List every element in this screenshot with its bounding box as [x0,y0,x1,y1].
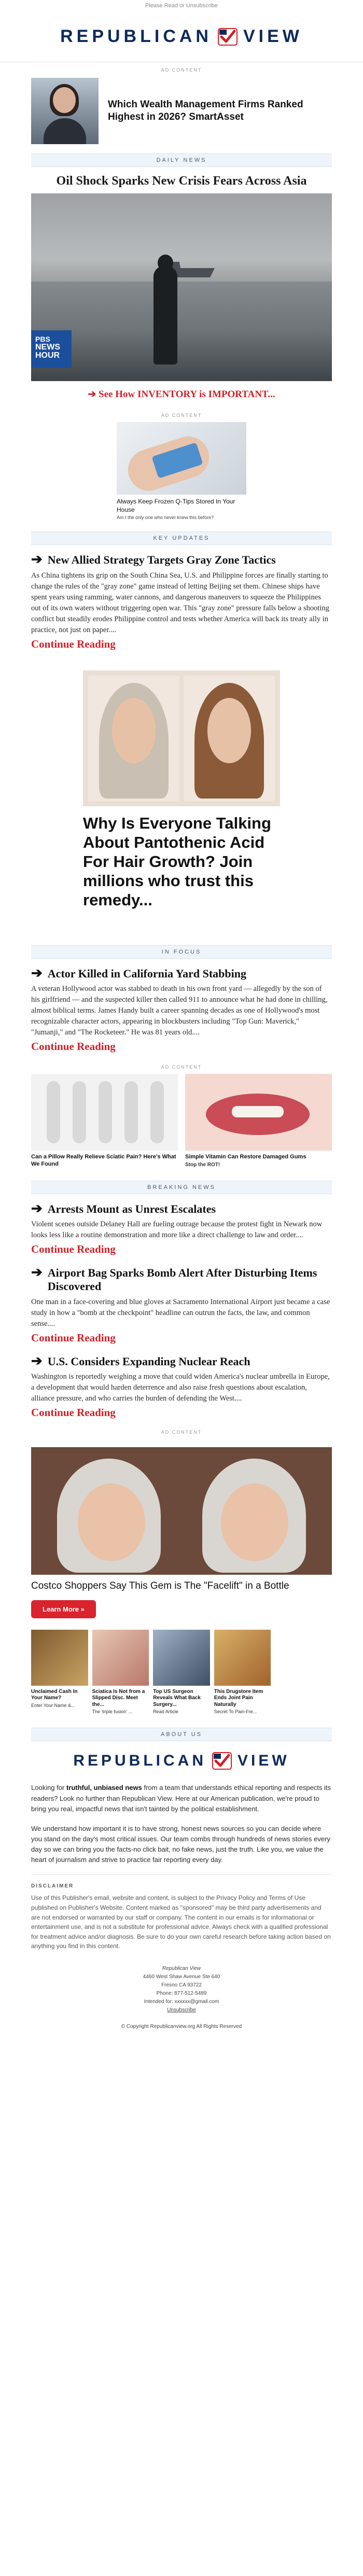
footer [0,1951,363,2014]
qtip-subtitle: Am I the only one who never knew this before? [117,515,214,521]
pbs-newshour-badge [31,330,72,368]
pantothenic-ad[interactable] [0,653,363,910]
story-title[interactable]: U.S. Considers Expanding Nuclear Reach [47,1354,250,1368]
unsubscribe-link[interactable]: Unsubscribe [167,2007,196,2013]
ad-caption[interactable]: Sciatica Is Not from a Slipped Disc. Meet the... [92,1688,145,1707]
story-body: Washington is reportedly weighing a move that could widen America's nuclear umbrella in Europe, a development that would harden deterrence and also raise fresh questions about escalation, alliance pressure, and who carries the burden of defending the West.... [31,1373,330,1403]
blank-photo[interactable] [275,1630,332,1686]
qtip-ad[interactable] [31,408,332,520]
ad-sub: The 'triple fusion' ... [92,1709,133,1715]
continue-reading-link[interactable]: Continue Reading [31,1243,116,1255]
story-title[interactable]: Actor Killed in California Yard Stabbing [47,967,247,980]
gums-photo[interactable] [185,1074,332,1151]
learn-more-button[interactable]: Learn More » [31,1600,96,1618]
footer-address: 4460 West Shaw Avenue Ste 640 [143,1974,220,1980]
story-body: Violent scenes outside Delaney Hall are fueling outrage because the protest fight in Newark now looks less like a routine demonstration and more like a direct challenge to law and order.... [31,1220,323,1239]
pillow-ad[interactable] [31,1074,178,1168]
ad-caption[interactable]: Unclaimed Cash In Your Name? [31,1688,78,1701]
continue-reading-link[interactable]: Continue Reading [31,637,116,650]
footer-name: Republican View [162,1966,201,1971]
lead-headline[interactable]: Oil Shock Sparks New Crisis Fears Across Asia [56,174,307,188]
story-gray-zone [0,545,363,652]
arrow-right-icon: ➔ [31,1264,43,1280]
story-title[interactable]: New Allied Strategy Targets Gray Zone Tactics [47,553,276,567]
story-arrests [0,1194,363,1258]
disclaimer [31,1874,332,1951]
continue-reading-link[interactable]: Continue Reading [31,1331,116,1344]
two-ad-row [31,1074,332,1168]
story-nuclear [0,1347,363,1421]
ad-label: AD CONTENT [161,67,202,73]
story-body: A veteran Hollywood actor was stabbed to death in his own front yard — allegedly by the son of his girlfriend — and the suspected killer then called 911 to announce what he had done in chilling, almost biblical terms. James Handy built a career spanning decades as one of Hollywood's most recognizable character actors, appearing in blockbusters including "Top Gun: Maverick," "Jumanji," and "The Rocketeer." He was 81 years old.... [31,985,328,1037]
section-in-focus: IN FOCUS [31,945,332,959]
arrow-right-icon: ➔ [31,964,43,981]
badge-bottom: NEWS HOUR [35,342,60,360]
story-title[interactable]: Arrests Mount as Unrest Escalates [47,1202,216,1215]
ad-caption[interactable]: Top US Surgeon Reveals What Back Surgery... [153,1688,201,1707]
story-title[interactable]: Airport Bag Sparks Bomb Alert After Disturbing Items Discovered [47,1266,317,1293]
preheader [0,0,363,11]
ad-surgeon[interactable] [153,1630,210,1715]
flag-check-icon [217,26,238,47]
costco-photo[interactable] [31,1447,332,1575]
arrow-right-icon: ➔ [31,1352,43,1368]
sciatica-photo[interactable] [92,1630,149,1686]
flag-check-icon [212,1751,232,1771]
ad-label: AD CONTENT [161,413,202,418]
pillow-caption[interactable]: Can a Pillow Really Relieve Sciatic Pain? Here's What We Found [31,1154,176,1167]
costco-headline[interactable]: Costco Shoppers Say This Gem is The "Facelift" in a Bottle [31,1580,289,1592]
logo-word-left: REPUBLICAN [60,26,212,46]
qtip-photo[interactable] [117,422,246,495]
pillow-photo[interactable] [31,1074,178,1151]
inventory-link[interactable]: ➔ See How INVENTORY is IMPORTANT... [88,389,275,400]
about-paragraph-2: We understand how important it is to have strong, honest news sources so you can decide where you stand on the day's most critical issues. Our team combs through hundreds of news stories every day so we can bring you the facts-no click bait, no fake news, just the truth. Like you, we value the heart of journalism and strive to practice fair reporting every day. [31,1824,330,1864]
section-key-updates: KEY UPDATES [31,531,332,545]
sponsor-headline[interactable]: Which Wealth Management Firms Ranked Highest in 2026? SmartAsset [108,99,303,122]
brand-logo[interactable] [73,1751,289,1771]
ad-joint-pain[interactable] [214,1630,271,1715]
story-body: One man in a face-covering and blue gloves at Sacramento International Airport just became a case study in how a "bomb at the checkpoint" headline can outrun the facts, the law, and common sense.... [31,1297,330,1328]
badge-top: PBS [35,335,50,343]
pantothenic-headline[interactable]: Why Is Everyone Talking About Pantothenic Acid For Hair Growth? Join millions who trust this remedy... [83,814,271,909]
inventory-link-row [0,381,363,408]
surgeon-photo[interactable] [153,1630,210,1686]
ad-blank[interactable] [275,1630,332,1715]
about-paragraph-1: Looking for truthful, unbiased news from a team that understands ethical reporting and respects its readers? Look no further than Republican View. Here at our American publication, we're proud to bring you real, impactful news that isn't tainted by the political establishment. [31,1784,331,1813]
gums-ad[interactable] [185,1074,332,1168]
ad-label: AD CONTENT [161,1430,202,1435]
section-breaking-news: BREAKING NEWS [31,1181,332,1194]
ad-unclaimed-cash[interactable] [31,1630,88,1715]
story-body: As China tightens its grip on the South China Sea, U.S. and Philippine forces are finally starting to change the rules of the "gray zone" game instead of letting Beijing set them. Chinese ships have spent years using ramming, water cannons, and dangerous maneuvers to squeeze the Philippines out of its own waters without triggering open war. This "gray zone" pressure falls below a shooting conflict but steadily erodes Philippine control and tests whether America will back its treaty ally in practice, not just on paper.... [31,571,329,634]
story-actor [0,959,363,1055]
about-text [0,1771,363,1865]
ad-sub: Enter Your Name &... [31,1702,75,1708]
footer-phone: Phone: 877-512-5489 [156,1991,207,1996]
arrow-right-icon: ➔ [31,1200,43,1216]
ad-sub: Read Article [153,1709,178,1715]
lead-photo[interactable] [31,193,332,381]
ad-label: AD CONTENT [161,1065,202,1070]
sponsor-photo[interactable] [31,78,99,144]
copyright: © Copyright Republicanview.org All Rights Reserved [121,2024,242,2029]
qtip-title[interactable]: Always Keep Frozen Q-Tips Stored In Your House [117,498,235,513]
about-logo [0,1751,363,1771]
masthead [0,11,363,62]
gums-caption[interactable]: Simple Vitamin Can Restore Damaged Gums [185,1154,306,1160]
gums-sub: Stop the ROT! [185,1161,220,1168]
footer-city: Fresno CA 93722 [161,1982,202,1988]
continue-reading-link[interactable]: Continue Reading [31,1040,116,1053]
ad-sub: Secret To Pain-Fre... [214,1709,257,1715]
footer-intended: Intended for: xxxxxx@gmail.com [144,1999,219,2005]
arrow-right-icon: ➔ [31,551,43,567]
hair-growth-photo[interactable] [83,670,280,806]
section-daily-news: DAILY NEWS [31,153,332,167]
drugstore-photo[interactable] [214,1630,271,1686]
preheader-link[interactable]: Please Read or Unsubscribe [145,3,218,9]
continue-reading-link[interactable]: Continue Reading [31,1406,116,1419]
cash-photo[interactable] [31,1630,88,1686]
ad-caption[interactable]: This Drugstore Item Ends Joint Pain Naturally [214,1688,263,1707]
five-ad-row [31,1630,332,1715]
brand-logo[interactable] [60,26,303,47]
story-airport [0,1258,363,1347]
disclaimer-title: DISCLAIMER [31,1883,74,1889]
sponsor-ad[interactable] [0,77,363,149]
logo-word-left: REPUBLICAN [73,1752,206,1770]
disclaimer-text: Use of this Publisher's email, website and content, is subject to the Privacy Policy and Terms of Use published on Publisher's Website. Content marked as "sponsored" may be third party advertisements and are not endorsed or warranted by our staff or company. The content in our emails is for informational or entertainment use, and is not a substitute for professional advice. Always check with a qualified professional for treatment advice and/or diagnosis. Be sure to do your own careful research before taking action based on anything you find in this content. [31,1894,331,1950]
logo-word-right: VIEW [238,1752,290,1770]
logo-word-right: VIEW [243,26,303,46]
section-about-us: ABOUT US [31,1728,332,1741]
ad-sciatica[interactable] [92,1630,149,1715]
